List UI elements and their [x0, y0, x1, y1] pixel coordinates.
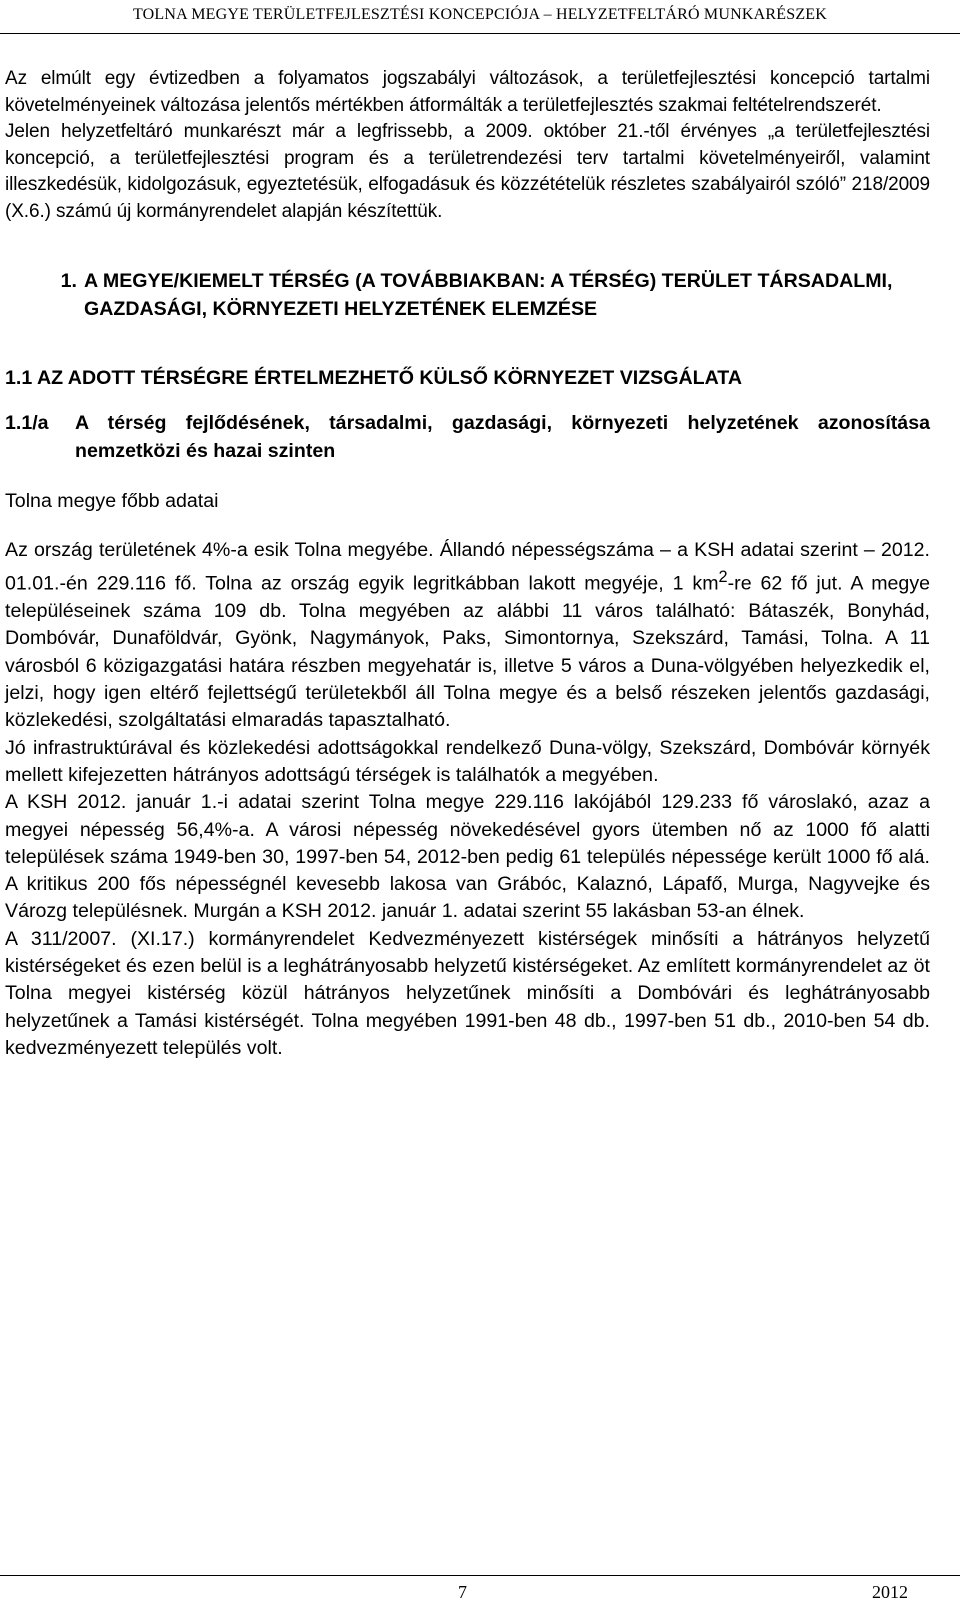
body-paragraph-4: A 311/2007. (XI.17.) kormányrendelet Kedvezményezett kistérségek minősíti a hátrányos helyzetű kistérségeket és ezen belül is a leghátrányosabb helyzetű kistérségeket. Az említett kormányrendelet az öt Tolna megyei kistérség közül hátrányos helyzetűnek minősíti a Dombóvári és leghátrányosabb helyzetűnek a Tamási kistérségét. Tolna megyében 1991-ben 48 db., 1997-ben 51 db., 2010-ben 54 db. kedvezményezett település volt. — [5, 927, 930, 1059]
page-content — [5, 66, 930, 1062]
body-paragraph-1 — [5, 537, 930, 735]
body-paragraph-1-part-b: -re 62 fő jut. A megye településeinek száma 109 db. Tolna megyében az alábbi 11 város található: Bátaszék, Bonyhád, Dombóvár, Dunaföldvár, Gyönk, Nagymányok, Paks, Simontornya, Szekszárd, Tamási, Tolna. A 11 városból 6 közigazgatási határa részben megyehatár is, illetve 5 város a Duna-völgyében helyezkedik el, jelzi, hogy igen eltérő fejlettségű területekből áll Tolna megye és a belső részeken jelentős gazdasági, közlekedési, szolgáltatási elmaradás tapasztalható. — [5, 572, 931, 732]
page-number: 7 — [458, 1582, 467, 1602]
body-block — [5, 537, 930, 1062]
header-rule — [0, 33, 960, 34]
section-1-1a-number: 1.1/a — [5, 412, 49, 434]
section-1-1-heading: 1.1 AZ ADOTT TÉRSÉGRE ÉRTELMEZHETŐ KÜLSŐ KÖRNYEZET VIZSGÁLATA — [5, 367, 742, 389]
body-paragraph-1-part-a: Az ország területének 4%-a esik Tolna megyébe. Állandó népességszáma – a KSH adatai szerint – 2012. 01.01.-én 229.116 fő. Tolna az ország egyik legritkábban lakott megyéje, 1 km — [5, 539, 930, 595]
body-paragraph-1-superscript: 2 — [718, 568, 728, 587]
footer-year: 2012 — [872, 1582, 908, 1602]
section-1-number: 1. — [60, 270, 77, 292]
footer-rule — [0, 1575, 960, 1576]
section-1-1a-heading — [5, 409, 930, 465]
subheading-county-data: Tolna megye főbb adatai — [5, 490, 219, 512]
body-paragraph-2: Jó infrastruktúrával és közlekedési adottságokkal rendelkező Duna-völgy, Szekszárd, Dombóvár környék mellett kifejezetten hátrányos adottságú térségek is találhatók a megyében. — [5, 736, 930, 786]
section-1-heading — [5, 267, 930, 323]
section-1-1a-title: A térség fejlődésének, társadalmi, gazdasági, környezeti helyzetének azonosítása nemzetközi és hazai szinten — [75, 412, 930, 462]
section-1-title: A MEGYE/KIEMELT TÉRSÉG (A TOVÁBBIAKBAN: A TÉRSÉG) TERÜLET TÁRSADALMI, GAZDASÁGI, KÖRNYEZETI HELYZETÉNEK ELEMZÉSE — [84, 270, 893, 320]
running-header: TOLNA MEGYE TERÜLETFEJLESZTÉSI KONCEPCIÓJA – HELYZETFELTÁRÓ MUNKARÉSZEK — [132, 6, 828, 23]
intro-paragraph-1: Az elmúlt egy évtizedben a folyamatos jogszabályi változások, a területfejlesztési koncepció tartalmi követelményeinek változása jelentős mértékben átformálták a területfejlesztés szakmai feltételrendszerét. — [5, 68, 930, 116]
body-paragraph-3: A KSH 2012. január 1.-i adatai szerint Tolna megye 229.116 lakójából 129.233 fő városlakó, azaz a megyei népesség 56,4%-a. A városi népesség növekedésével gyors ütemben nő az 1000 fő alatti települések száma 1949-ben 30, 1997-ben 54, 2012-ben pedig 61 település népessége került 1000 fő alá. A kritikus 200 fős népességnél kevesebb lakosa van Grábóc, Kalaznó, Lápafő, Murga, Nagyvejke és Vározg településnek. Murgán a KSH 2012. január 1. adatai szerint 55 lakásban 53-an élnek. — [5, 791, 930, 923]
intro-block — [5, 66, 930, 225]
intro-paragraph-2: Jelen helyzetfeltáró munkarészt már a legfrissebb, a 2009. október 21.-től érvényes „a területfejlesztési koncepció, a területfejlesztési program és a területrendezési terv tartalmi követelményeiről, valamint illeszkedésük, kidolgozásuk, egyeztetésük, elfogadásuk és közzétételük részletes szabályairól szóló” 218/2009 (X.6.) számú új kormányrendelet alapján készítettük. — [5, 121, 930, 222]
